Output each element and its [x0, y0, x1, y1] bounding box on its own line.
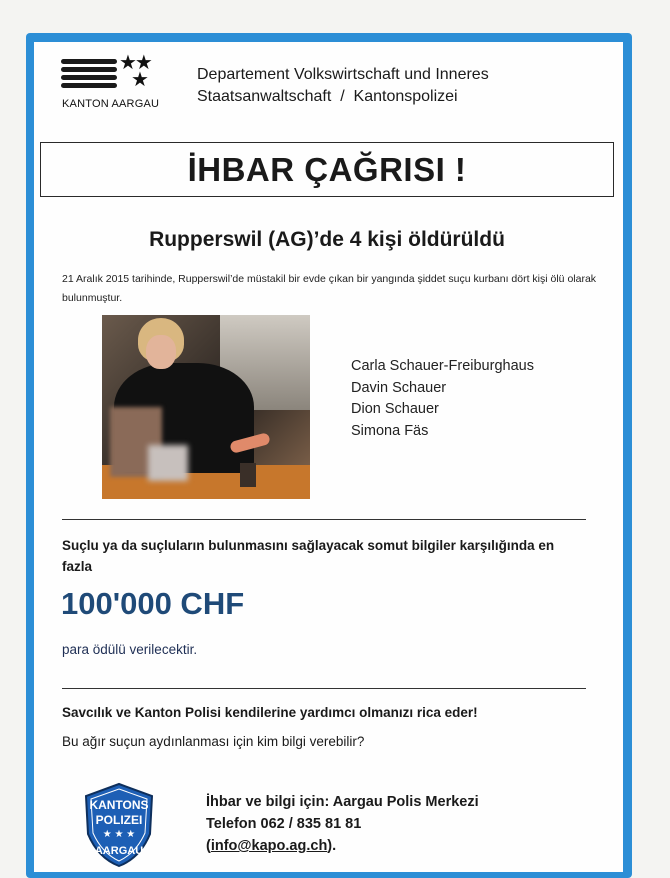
victim-name: Simona Fäs [351, 422, 429, 439]
title-box [40, 142, 614, 197]
badge-text-3: AARGAU [94, 845, 144, 857]
appeal-text: Savcılık ve Kanton Polisi kendilerine yardımcı olmanızı rica eder! [62, 705, 478, 720]
waves-icon [61, 59, 117, 93]
reward-after-text: para ödülü verilecektir. [62, 642, 198, 657]
badge-text-2: POLIZEI [95, 813, 143, 827]
contact-phone: Telefon 062 / 835 81 81 [206, 816, 362, 832]
svg-text:★ ★ ★: ★ ★ ★ [102, 829, 136, 840]
victim-name: Carla Schauer-Freiburghaus [351, 358, 534, 374]
divider [62, 519, 586, 520]
page-title: İHBAR ÇAĞRISI ! [187, 150, 467, 188]
victims-list [351, 356, 534, 442]
badge-text-1: KANTONS [89, 798, 149, 812]
victims-photo [102, 315, 310, 499]
department-line-1: Departement Volkswirtschaft und Inneres [197, 66, 489, 83]
contact-line-1: İhbar ve bilgi için: Aargau Polis Merkezi [206, 794, 479, 810]
contact-email-line: (info@kapo.ag.ch). [206, 838, 337, 854]
kantonspolizei-badge [80, 782, 158, 867]
intro-text: 21 Aralık 2015 tarihinde, Rupperswil’de müstakil bir evde çıkan bir yangında şiddet suçu kurbanı dört kişi ölü olarak bulunmuştur. [62, 273, 597, 304]
headline: Rupperswil (AG)’de 4 kişi öldürüldü [149, 228, 505, 251]
contact-info [206, 791, 479, 857]
contact-email-link[interactable]: info@kapo.ag.ch [210, 838, 328, 854]
department-header [197, 64, 489, 108]
victim-name: Davin Schauer [351, 379, 447, 396]
stars-icon: ★★ ★ [119, 52, 151, 91]
department-line-2: Staatsanwaltschaft / Kantonspolizei [197, 88, 458, 105]
logo-text: KANTON AARGAU [62, 98, 160, 110]
reward-amount: 100'000 CHF [61, 586, 245, 621]
kanton-aargau-logo [61, 52, 171, 117]
reward-text: Suçlu ya da suçluların bulunmasını sağlayacak somut bilgiler karşılığında en fazla [62, 538, 555, 574]
victim-name: Dion Schauer [351, 401, 439, 417]
question-text: Bu ağır suçun aydınlanması için kim bilgi verebilir? [62, 734, 365, 749]
divider [62, 688, 586, 689]
